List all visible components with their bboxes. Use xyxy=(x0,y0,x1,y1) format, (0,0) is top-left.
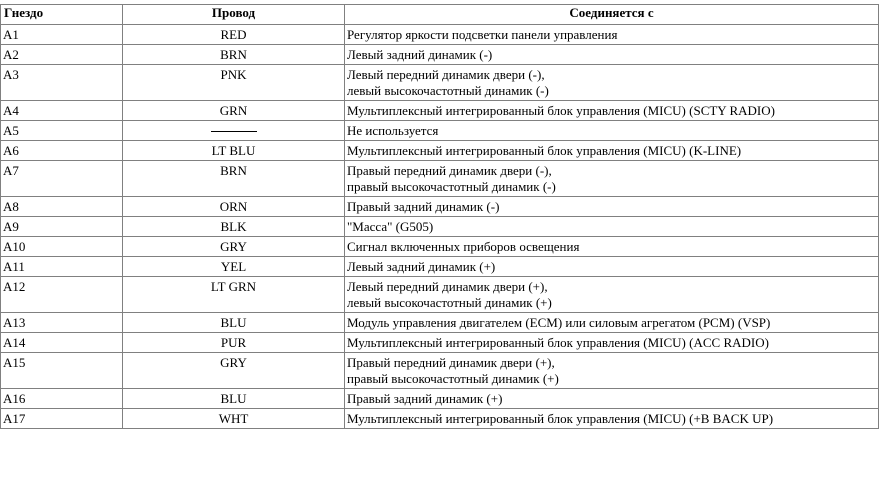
connects-to-line: Модуль управления двигателем (ECM) или силовым агрегатом (PCM) (VSP) xyxy=(347,315,771,330)
table-body xyxy=(1,25,879,429)
socket-cell: A8 xyxy=(1,197,123,217)
wire-color-cell: RED xyxy=(123,25,345,45)
connects-to-line: правый высокочастотный динамик (-) xyxy=(347,179,556,194)
socket-cell: A10 xyxy=(1,237,123,257)
connects-to-line: Правый передний динамик двери (-), xyxy=(347,163,552,178)
socket-cell: A14 xyxy=(1,333,123,353)
wire-color-cell: BLU xyxy=(123,389,345,409)
wire-color-cell: BRN xyxy=(123,161,345,197)
table-row xyxy=(1,389,879,409)
connects-to-cell xyxy=(345,161,879,197)
connects-to-line: правый высокочастотный динамик (+) xyxy=(347,371,559,386)
connects-to-line: Не используется xyxy=(347,123,439,138)
connects-to-line: Мультиплексный интегрированный блок управления (MICU) (K-LINE) xyxy=(347,143,742,158)
socket-cell: A16 xyxy=(1,389,123,409)
socket-cell: A6 xyxy=(1,141,123,161)
table-row xyxy=(1,353,879,389)
wire-color-cell: LT GRN xyxy=(123,277,345,313)
connects-to-line: Мультиплексный интегрированный блок управления (MICU) (SCTY RADIO) xyxy=(347,103,775,118)
table-row xyxy=(1,141,879,161)
connects-to-cell xyxy=(345,333,879,353)
table-row xyxy=(1,121,879,141)
connects-to-cell xyxy=(345,45,879,65)
connects-to-cell xyxy=(345,257,879,277)
connects-to-cell xyxy=(345,217,879,237)
table-row xyxy=(1,197,879,217)
wire-color-cell: GRY xyxy=(123,353,345,389)
connects-to-line: Регулятор яркости подсветки панели управления xyxy=(347,27,618,42)
connects-to-line: Правый задний динамик (-) xyxy=(347,199,500,214)
connects-to-line: Мультиплексный интегрированный блок управления (MICU) (ACC RADIO) xyxy=(347,335,769,350)
table-row xyxy=(1,257,879,277)
connects-to-cell xyxy=(345,277,879,313)
table-row xyxy=(1,161,879,197)
connects-to-line: Сигнал включенных приборов освещения xyxy=(347,239,580,254)
socket-cell: A17 xyxy=(1,409,123,429)
header-connects: Соединяется с xyxy=(345,5,879,25)
wire-color-cell: WHT xyxy=(123,409,345,429)
socket-cell: A3 xyxy=(1,65,123,101)
table-row xyxy=(1,25,879,45)
connects-to-cell xyxy=(345,389,879,409)
connects-to-cell xyxy=(345,353,879,389)
socket-cell: A7 xyxy=(1,161,123,197)
table-row xyxy=(1,65,879,101)
connects-to-line: Левый задний динамик (+) xyxy=(347,259,496,274)
connects-to-line: Правый задний динамик (+) xyxy=(347,391,503,406)
connects-to-cell xyxy=(345,197,879,217)
connects-to-cell xyxy=(345,141,879,161)
connects-to-cell xyxy=(345,313,879,333)
connects-to-cell xyxy=(345,65,879,101)
wire-color-cell: BLU xyxy=(123,313,345,333)
wire-color-cell: GRN xyxy=(123,101,345,121)
wire-color-cell: ORN xyxy=(123,197,345,217)
table-row xyxy=(1,101,879,121)
table-row xyxy=(1,409,879,429)
unused-dash-mark xyxy=(211,131,257,132)
table-row xyxy=(1,45,879,65)
socket-cell: A13 xyxy=(1,313,123,333)
connects-to-line: "Масса" (G505) xyxy=(347,219,434,234)
socket-cell: A5 xyxy=(1,121,123,141)
connects-to-line: Левый задний динамик (-) xyxy=(347,47,493,62)
connects-to-line: Мультиплексный интегрированный блок управления (MICU) (+B BACK UP) xyxy=(347,411,774,426)
table-row xyxy=(1,313,879,333)
connects-to-cell xyxy=(345,121,879,141)
table-row xyxy=(1,237,879,257)
header-socket: Гнездо xyxy=(1,5,123,25)
connects-to-cell xyxy=(345,409,879,429)
connects-to-line: левый высокочастотный динамик (-) xyxy=(347,83,549,98)
socket-cell: A15 xyxy=(1,353,123,389)
wire-color-cell: PNK xyxy=(123,65,345,101)
wire-color-cell: GRY xyxy=(123,237,345,257)
wire-color-cell: BRN xyxy=(123,45,345,65)
socket-cell: A1 xyxy=(1,25,123,45)
header-wire: Провод xyxy=(123,5,345,25)
socket-cell: A2 xyxy=(1,45,123,65)
wire-color-cell: LT BLU xyxy=(123,141,345,161)
connects-to-cell xyxy=(345,237,879,257)
connects-to-cell xyxy=(345,25,879,45)
table-row xyxy=(1,217,879,237)
connector-pinout-table xyxy=(0,4,879,429)
connects-to-cell xyxy=(345,101,879,121)
wire-color-cell: BLK xyxy=(123,217,345,237)
wire-color-cell xyxy=(123,121,345,141)
connects-to-line: Левый передний динамик двери (-), xyxy=(347,67,545,82)
wire-color-cell: PUR xyxy=(123,333,345,353)
connects-to-line: Правый передний динамик двери (+), xyxy=(347,355,555,370)
socket-cell: A9 xyxy=(1,217,123,237)
wire-color-cell: YEL xyxy=(123,257,345,277)
socket-cell: A12 xyxy=(1,277,123,313)
table-row xyxy=(1,277,879,313)
table-row xyxy=(1,333,879,353)
socket-cell: A11 xyxy=(1,257,123,277)
socket-cell: A4 xyxy=(1,101,123,121)
connects-to-line: Левый передний динамик двери (+), xyxy=(347,279,548,294)
connects-to-line: левый высокочастотный динамик (+) xyxy=(347,295,552,310)
table-header-row xyxy=(1,5,879,25)
